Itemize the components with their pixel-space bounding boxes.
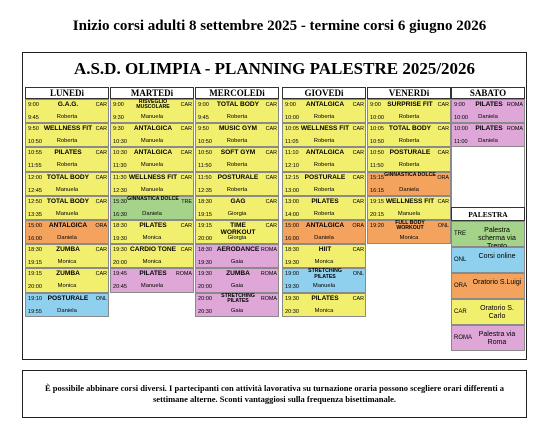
instructor-name: Daniela xyxy=(57,307,77,314)
day-header: LUNEDi xyxy=(25,87,109,99)
course-name: GINNASTICA DOLCE xyxy=(384,171,436,178)
room-code: CAR xyxy=(265,198,277,205)
palestra-legend-row xyxy=(451,299,525,325)
end-time: 16:00 xyxy=(28,235,42,242)
room-code: CAR xyxy=(95,174,107,181)
course-name: ANTALGICA xyxy=(305,101,345,108)
start-time: 10:50 xyxy=(198,150,212,157)
course-slot[interactable] xyxy=(110,220,194,244)
course-name: PILATES xyxy=(139,221,167,229)
course-name: WELLNESS FIT xyxy=(128,173,178,181)
room-code: ROMA xyxy=(260,271,277,278)
start-time: 18:30 xyxy=(198,198,212,205)
course-name: PILATES xyxy=(475,125,503,133)
instructor-name: Roberta xyxy=(313,114,335,120)
end-time: 20:45 xyxy=(113,284,127,291)
palestra-legend-row xyxy=(451,325,525,351)
room-code: CAR xyxy=(180,150,192,157)
instructor-name: Roberta xyxy=(56,114,78,120)
end-time: 10:00 xyxy=(285,115,299,121)
start-time: 10:05 xyxy=(285,126,299,133)
start-time: 20:00 xyxy=(198,295,212,302)
page-title: Inizio corsi adulti 8 settembre 2025 - termine corsi 6 giugno 2026 xyxy=(72,18,487,34)
start-time: 19:15 xyxy=(198,222,212,229)
course-slot[interactable] xyxy=(195,147,279,171)
instructor-name: Daniela xyxy=(314,234,334,241)
empty-slots xyxy=(451,147,525,207)
end-time: 13:35 xyxy=(28,211,42,218)
instructor-name: Roberta xyxy=(313,186,335,193)
end-time: 20:00 xyxy=(198,284,212,291)
instructor-name: Roberta xyxy=(313,162,335,169)
instructor-name: Daniela xyxy=(478,138,498,145)
course-name: G.A.G. xyxy=(57,101,79,108)
start-time: 19:15 xyxy=(28,271,42,278)
course-name: TOTAL BODY xyxy=(46,173,90,181)
instructor-name: Daniela xyxy=(142,210,162,217)
course-slot[interactable] xyxy=(195,268,279,292)
gym-name: Oratorio S. Carlo xyxy=(480,305,514,321)
course-slot[interactable] xyxy=(282,293,366,317)
start-time: 15:15 xyxy=(370,174,384,181)
instructor-name: Roberta xyxy=(56,138,78,145)
course-slot[interactable] xyxy=(451,123,525,147)
room-code: CAR xyxy=(265,126,277,133)
course-slot[interactable] xyxy=(25,244,109,268)
day-header: SABATO xyxy=(451,87,525,99)
course-name: PILATES xyxy=(311,294,339,302)
day-header: GIOVEDi xyxy=(282,87,366,99)
course-name: POSTURALE xyxy=(47,294,89,302)
course-slot[interactable] xyxy=(110,268,194,292)
room-code: ORA xyxy=(352,222,364,229)
palestra-legend-row xyxy=(451,221,525,247)
footer-note: È possibile abbinare corsi diversi. I partecipanti con attività lavorativa su turnazione oraria possono scegliere orari differenti a settimane alterne. Sconti vantaggiosi sulla frequenza bisettimanale. xyxy=(45,383,504,404)
start-time: 11:30 xyxy=(113,174,127,181)
course-slot[interactable] xyxy=(195,196,279,220)
room-code: CAR xyxy=(437,102,449,108)
day-column-mercoledi xyxy=(195,87,279,317)
instructor-name: Manuela xyxy=(140,186,164,193)
instructor-name: Monica xyxy=(399,234,419,241)
course-name: PILATES xyxy=(139,270,167,278)
instructor-name: Roberta xyxy=(398,114,420,120)
room-code: CAR xyxy=(265,174,277,181)
course-slot[interactable] xyxy=(110,123,194,147)
end-time: 20:00 xyxy=(113,260,127,267)
instructor-name: Roberta xyxy=(226,162,248,169)
gym-name: Oratorio S.Luigi xyxy=(472,279,522,287)
course-slot[interactable] xyxy=(282,244,366,268)
course-name: SOFT GYM xyxy=(220,149,256,157)
day-column-venerdi xyxy=(367,87,451,244)
palestra-legend-row xyxy=(451,273,525,299)
course-name: ANTALGICA xyxy=(133,149,173,157)
end-time: 10:50 xyxy=(370,139,384,146)
instructor-name: Monica xyxy=(57,259,77,266)
day-header: MERCOLEDi xyxy=(195,87,279,99)
end-time: 12:10 xyxy=(285,163,299,170)
room-code: ROMA xyxy=(260,247,277,254)
course-slot[interactable] xyxy=(195,293,279,317)
end-time: 11:30 xyxy=(113,163,127,170)
start-time: 15:00 xyxy=(285,222,299,229)
course-slot[interactable] xyxy=(110,196,194,220)
room-code: CAR xyxy=(180,102,192,108)
start-time: 19:30 xyxy=(285,295,299,302)
instructor-name: Roberta xyxy=(398,138,420,145)
start-time: 15:30 xyxy=(113,198,127,205)
start-time: 9:00 xyxy=(454,102,465,108)
end-time: 20:00 xyxy=(198,235,212,242)
course-slot[interactable] xyxy=(25,99,109,123)
room-code: CAR xyxy=(437,150,449,157)
course-slot[interactable] xyxy=(110,99,194,123)
course-slot[interactable] xyxy=(195,123,279,147)
room-code: CAR xyxy=(437,198,449,205)
room-code: CAR xyxy=(180,222,192,229)
instructor-name: Manuela xyxy=(140,138,164,145)
room-code: CAR xyxy=(95,102,107,108)
end-time: 12:35 xyxy=(198,187,212,194)
course-name: WELLNESS FIT xyxy=(300,125,350,133)
gym-name: Corsi online xyxy=(478,253,516,261)
course-name: GAG xyxy=(230,197,246,205)
start-time: 12:00 xyxy=(28,174,42,181)
start-time: 19:30 xyxy=(113,247,127,254)
course-name: ANTALGICA xyxy=(305,221,345,229)
instructor-name: Manuela xyxy=(312,283,336,290)
room-code: CAR xyxy=(180,126,192,133)
room-code: ONL xyxy=(352,271,364,278)
room-code: ROMA xyxy=(506,126,523,133)
start-time: 9:00 xyxy=(28,102,39,108)
instructor-name: Roberta xyxy=(226,186,248,193)
course-slot[interactable] xyxy=(110,244,194,268)
instructor-name: Giorgia xyxy=(227,234,247,241)
course-slot[interactable] xyxy=(25,123,109,147)
course-name: TIME WORKOUT xyxy=(220,221,256,236)
start-time: 19:10 xyxy=(28,295,42,302)
course-slot[interactable] xyxy=(282,99,366,123)
instructor-name: Daniela xyxy=(399,186,419,193)
room-code: CAR xyxy=(352,198,364,205)
start-time: 9:30 xyxy=(113,126,124,133)
end-time: 19:15 xyxy=(28,260,42,267)
start-time: 18:30 xyxy=(285,247,299,254)
course-name: WELLNESS FIT xyxy=(385,197,435,205)
course-slot[interactable] xyxy=(25,268,109,292)
course-name: PILATES xyxy=(311,197,339,205)
room-code: ORA xyxy=(95,222,107,229)
start-time: 10:50 xyxy=(370,150,384,157)
instructor-name: Manuela xyxy=(140,114,164,120)
instructor-name: Roberta xyxy=(398,162,420,169)
instructor-name: Roberta xyxy=(313,138,335,145)
course-name: ZUMBA xyxy=(226,270,250,278)
planning-heading: A.S.D. OLIMPIA - PLANNING PALESTRE 2025/2026 xyxy=(73,59,476,78)
room-code: CAR xyxy=(352,174,364,181)
course-slot[interactable] xyxy=(25,293,109,317)
instructor-name: Manuela xyxy=(55,186,79,193)
start-time: 19:30 xyxy=(198,271,212,278)
course-name: CARDIO TONE xyxy=(129,246,177,254)
day-column-giovedi xyxy=(282,87,366,317)
end-time: 11:05 xyxy=(285,139,299,146)
instructor-name: Daniela xyxy=(57,234,77,241)
course-name: PILATES xyxy=(54,149,82,157)
room-code: CAR xyxy=(352,247,364,254)
start-time: 9:50 xyxy=(198,126,209,133)
room-code: ROMA xyxy=(175,271,192,278)
end-time: 20:15 xyxy=(370,211,384,218)
room-code: CAR xyxy=(265,222,277,229)
room-code: CAR xyxy=(352,295,364,302)
day-header: MARTEDi xyxy=(110,87,194,99)
course-slot[interactable] xyxy=(282,196,366,220)
course-slot[interactable] xyxy=(367,147,451,171)
course-name: AERODANCE xyxy=(216,246,260,254)
course-slot[interactable] xyxy=(195,220,279,244)
course-name: POSTURALE xyxy=(389,149,431,157)
course-slot[interactable] xyxy=(25,147,109,171)
start-time: 12:15 xyxy=(285,174,299,181)
end-time: 10:00 xyxy=(454,115,468,121)
end-time: 19:30 xyxy=(285,260,299,267)
course-name: SURPRISE FIT xyxy=(387,101,433,108)
instructor-name: Roberta xyxy=(313,210,335,217)
start-time: 18:30 xyxy=(113,222,127,229)
day-header: VENERDi xyxy=(367,87,451,99)
instructor-name: Gaia xyxy=(230,307,244,314)
instructor-name: Monica xyxy=(57,283,77,290)
course-name: STRETCHING PILATES xyxy=(308,268,342,280)
course-name: STRETCHING PILATES xyxy=(221,292,255,304)
room-code: ONL xyxy=(437,222,449,229)
end-time: 11:50 xyxy=(198,163,212,170)
course-slot[interactable] xyxy=(367,220,451,244)
day-column-martedi xyxy=(110,87,194,293)
room-code: ROMA xyxy=(454,335,472,342)
instructor-name: Daniela xyxy=(478,114,498,120)
course-slot[interactable] xyxy=(195,172,279,196)
start-time: 10:55 xyxy=(28,150,42,157)
start-time: 9:00 xyxy=(198,102,209,108)
start-time: 10:30 xyxy=(113,150,127,157)
start-time: 10:00 xyxy=(454,126,468,133)
course-slot[interactable] xyxy=(282,268,366,292)
start-time: 10:05 xyxy=(370,126,384,133)
course-name: ANTALGICA xyxy=(133,125,173,133)
end-time: 11:55 xyxy=(28,163,42,170)
gym-name: Palestra scherma via xyxy=(478,227,516,243)
end-time: 12:45 xyxy=(28,187,42,194)
room-code: CAR xyxy=(95,247,107,254)
room-code: ONL xyxy=(95,295,107,302)
course-slot[interactable] xyxy=(282,172,366,196)
course-slot[interactable] xyxy=(451,99,525,123)
start-time: 9:00 xyxy=(113,102,124,108)
instructor-name: Roberta xyxy=(226,138,248,145)
course-slot[interactable] xyxy=(282,220,366,244)
room-code: CAR xyxy=(437,126,449,133)
room-code: ORA xyxy=(437,174,449,181)
room-code: CAR xyxy=(265,102,277,108)
start-time: 12:50 xyxy=(28,198,42,205)
instructor-name: Monica xyxy=(314,259,334,266)
instructor-name: Gaia xyxy=(230,259,244,266)
end-time: 10:00 xyxy=(370,115,384,121)
room-code: ROMA xyxy=(506,102,523,108)
course-slot[interactable] xyxy=(25,172,109,196)
start-time: 9:00 xyxy=(370,102,381,108)
end-time: 11:00 xyxy=(454,139,468,146)
course-name: GINNASTICA DOLCE xyxy=(127,195,179,202)
gym-name: Palestra via Roma xyxy=(478,331,516,347)
instructor-name: Manuela xyxy=(140,162,164,169)
course-name: TOTAL BODY xyxy=(46,197,90,205)
start-time: 13:00 xyxy=(285,198,299,205)
end-time: 14:00 xyxy=(285,211,299,218)
course-slot[interactable] xyxy=(25,196,109,220)
course-slot[interactable] xyxy=(195,244,279,268)
planning-table xyxy=(22,52,527,360)
room-code: CAR xyxy=(265,150,277,157)
room-code: ONL xyxy=(454,257,467,264)
room-code: TRE xyxy=(454,231,466,238)
start-time: 18:30 xyxy=(198,247,212,254)
course-name: ZUMBA xyxy=(56,270,80,278)
course-name: POSTURALE xyxy=(217,173,259,181)
palestra-legend-row xyxy=(451,247,525,273)
course-name: POSTURALE xyxy=(304,173,346,181)
end-time: 11:50 xyxy=(370,163,384,170)
instructor-name: Roberta xyxy=(226,114,248,120)
instructor-name: Monica xyxy=(314,307,334,314)
instructor-name: Monica xyxy=(142,259,162,266)
course-slot[interactable] xyxy=(195,99,279,123)
day-column-lunedi xyxy=(25,87,109,317)
course-slot[interactable] xyxy=(110,147,194,171)
room-code: CAR xyxy=(95,150,107,157)
start-time: 15:00 xyxy=(28,222,42,229)
start-time: 9:50 xyxy=(28,126,39,133)
footer-note-box xyxy=(22,370,527,418)
instructor-name: Giorgia xyxy=(227,210,247,217)
course-slot[interactable] xyxy=(367,99,451,123)
start-time: 11:10 xyxy=(285,150,299,157)
course-slot[interactable] xyxy=(367,123,451,147)
course-slot[interactable] xyxy=(367,196,451,220)
end-time: 12:30 xyxy=(113,187,127,194)
start-time: 11:50 xyxy=(198,174,212,181)
end-time: 9:45 xyxy=(28,115,39,121)
end-time: 13:00 xyxy=(285,187,299,194)
course-name: TOTAL BODY xyxy=(216,101,260,108)
course-slot[interactable] xyxy=(25,220,109,244)
end-time: 10:30 xyxy=(113,139,127,146)
end-time: 19:30 xyxy=(198,260,212,267)
room-code: ROMA xyxy=(260,295,277,302)
room-code: CAR xyxy=(352,150,364,157)
course-name: PILATES xyxy=(475,101,503,108)
end-time: 20:00 xyxy=(28,284,42,291)
course-slot[interactable] xyxy=(282,123,366,147)
end-time: 19:30 xyxy=(285,284,299,291)
start-time: 18:30 xyxy=(28,247,42,254)
course-slot[interactable] xyxy=(367,172,451,196)
end-time: 19:15 xyxy=(198,211,212,218)
end-time: 16:30 xyxy=(113,211,127,218)
room-code: CAR xyxy=(95,126,107,133)
course-name: ZUMBA xyxy=(56,246,80,254)
end-time: 19:30 xyxy=(113,235,127,242)
room-code: ORA xyxy=(454,283,468,290)
room-code: CAR xyxy=(180,174,192,181)
instructor-name: Roberta xyxy=(56,162,78,169)
course-name: RISVEGLIO MUSCOLARE xyxy=(136,99,170,111)
room-code: CAR xyxy=(95,198,107,205)
start-time: 19:45 xyxy=(113,271,127,278)
course-name: FULL BODY WORKOUT xyxy=(395,219,425,232)
course-name: ANTALGICA xyxy=(48,221,88,229)
course-name: HIIT xyxy=(318,246,332,254)
start-time: 19:15 xyxy=(370,198,384,205)
palestra-legend-title: PALESTRA xyxy=(451,207,525,221)
end-time: 10:50 xyxy=(28,139,42,146)
day-column-sabato xyxy=(451,87,525,351)
room-code: CAR xyxy=(95,271,107,278)
end-time: 16:00 xyxy=(285,235,299,242)
course-name: ANTALGICA xyxy=(305,149,345,157)
end-time: 16:15 xyxy=(370,187,384,194)
course-slot[interactable] xyxy=(282,147,366,171)
end-time: 9:30 xyxy=(113,115,124,121)
start-time: 19:00 xyxy=(285,271,299,278)
end-time: 20:30 xyxy=(285,308,299,315)
end-time: 20:30 xyxy=(198,308,212,315)
room-code: CAR xyxy=(454,309,467,316)
end-time: 19:55 xyxy=(28,308,42,315)
room-code: CAR xyxy=(180,247,192,254)
instructor-name: Monica xyxy=(142,234,162,241)
instructor-name: Gaia xyxy=(230,283,244,290)
instructor-name: Manuela xyxy=(140,283,164,290)
instructor-name: Manuela xyxy=(397,210,421,217)
room-code: CAR xyxy=(352,126,364,133)
course-name: WELLNESS FIT xyxy=(43,125,93,133)
course-name: TOTAL BODY xyxy=(388,125,432,133)
course-slot[interactable] xyxy=(110,172,194,196)
start-time: 19:20 xyxy=(370,222,384,229)
end-time: 9:45 xyxy=(198,115,209,121)
course-name: MUSIC GYM xyxy=(218,125,258,133)
end-time: 10:50 xyxy=(198,139,212,146)
start-time: 9:00 xyxy=(285,102,296,108)
room-code: TRE xyxy=(181,198,192,205)
room-code: CAR xyxy=(352,102,364,108)
instructor-name: Manuela xyxy=(55,210,79,217)
